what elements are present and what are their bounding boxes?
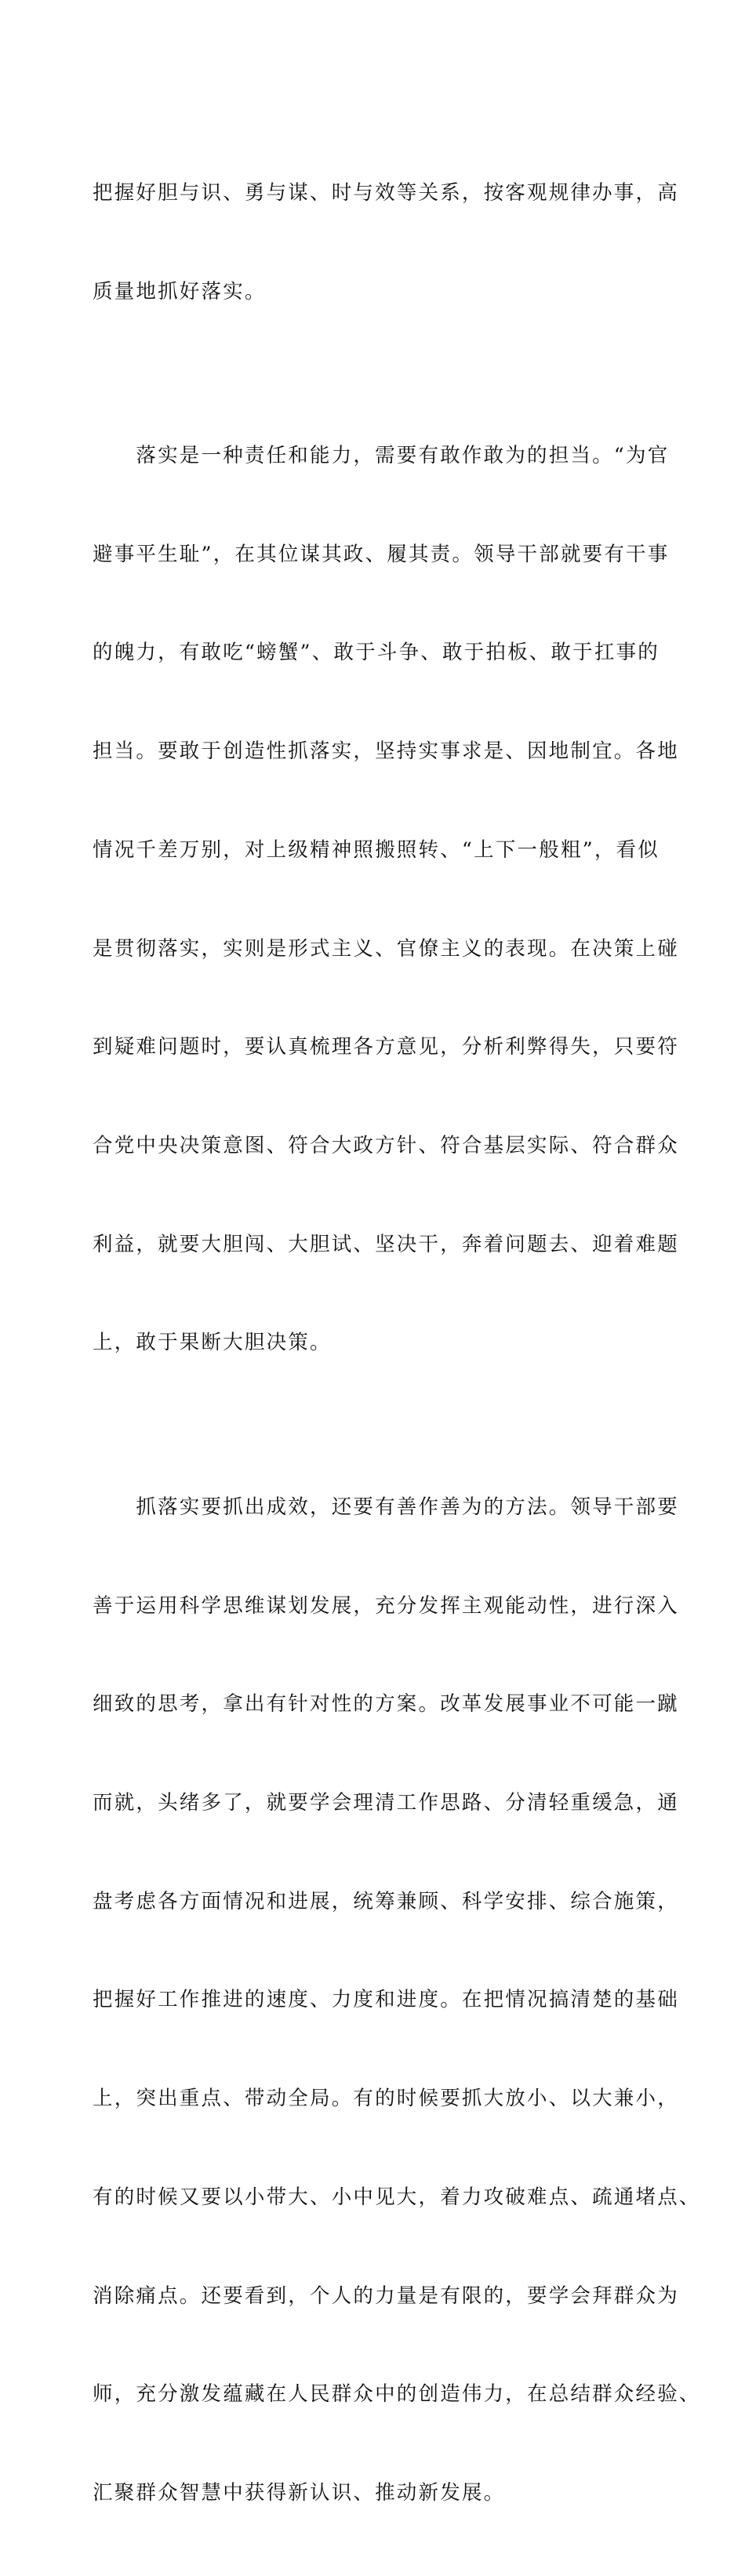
text-line: 善于运用科学思维谋划发展，充分发挥主观能动性，进行深入 (93, 1593, 679, 1618)
text-line: 情况千差万别，对上级精神照搬照转、“上下一般粗”，看似 (93, 837, 660, 862)
text-line: 合党中央决策意图、符合大政方针、符合基层实际、符合群众 (93, 1133, 679, 1157)
text-line: 抓落实要抓出成效，还要有善作善为的方法。领导干部要 (93, 1495, 679, 1519)
text-line: 细致的思考，拿出有针对性的方案。改革发展事业不可能一蹴 (93, 1692, 679, 1717)
text-line: 汇聚群众智慧中获得新认识、推动新发展。 (93, 2480, 506, 2505)
text-line: 避事平生耻”，在其位谋其政、履其责。领导干部就要有干事 (93, 542, 670, 566)
text-line: 盘考虑各方面情况和进展，统筹兼顾、科学安排、综合施策， (93, 1889, 679, 1913)
text-line: 把握好工作推进的速度、力度和进度。在把情况搞清楚的基础 (93, 1988, 679, 2012)
text-line: 到疑难问题时，要认真梳理各方意见，分析利弊得失，只要符 (93, 1035, 679, 1059)
text-line: 落实是一种责任和能力，需要有敢作敢为的担当。“为官 (93, 444, 670, 468)
text-line: 利益，就要大胆闯、大胆试、坚决干，奔着问题去、迎着难题 (93, 1232, 679, 1256)
text-line: 师，充分激发蕴藏在人民群众中的创造伟力，在总结群众经验、 (93, 2382, 701, 2407)
text-line: 质量地抓好落实。 (93, 279, 267, 303)
paragraph-1 (93, 111, 679, 374)
text-line: 担当。要敢于创造性抓落实，坚持实事求是、因地制宜。各地 (93, 739, 679, 764)
text-line: 而就，头绪多了，就要学会理清工作思路、分清轻重缓急，通 (93, 1790, 679, 1815)
text-line: 消除痛点。还要看到，个人的力量是有限的，要学会拜群众为 (93, 2284, 679, 2308)
paragraph-2 (93, 374, 679, 1426)
text-line: 有的时候又要以小带大、小中见大，着力攻破难点、疏通堵点、 (93, 2185, 701, 2209)
text-line: 把握好胆与识、勇与谋、时与效等关系，按客观规律办事，高 (93, 180, 679, 205)
text-line: 是贯彻落实，实则是形式主义、官僚主义的表现。在决策上碰 (93, 936, 679, 961)
text-line: 上，敢于果断大胆决策。 (93, 1331, 332, 1355)
paragraph-3 (93, 1426, 701, 2576)
text-line: 的魄力，有敢吃“螃蟹”、敢于斗争、敢于拍板、敢于扛事的 (93, 641, 660, 665)
body-text (93, 111, 701, 2576)
text-line: 上，突出重点、带动全局。有的时候要抓大放小、以大兼小， (93, 2087, 679, 2111)
